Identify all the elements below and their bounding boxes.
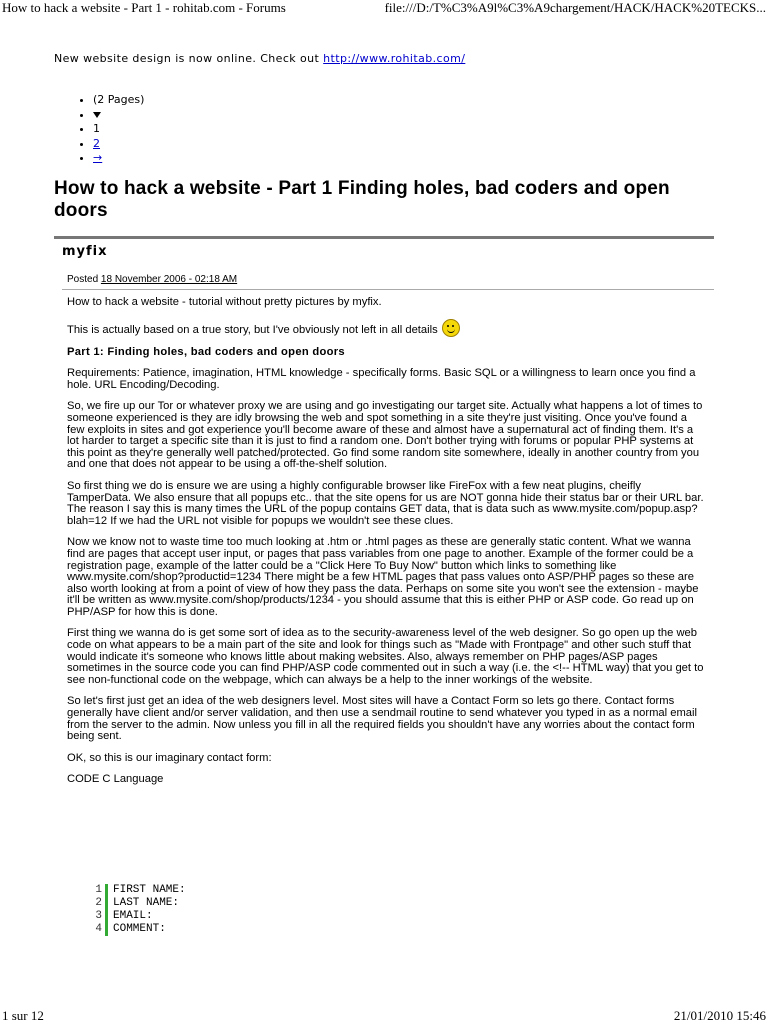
pagination bbox=[54, 93, 144, 166]
meta-divider bbox=[62, 289, 714, 290]
post-author[interactable]: myfix bbox=[62, 244, 108, 259]
print-header-title: How to hack a website - Part 1 - rohitab.com - Forums bbox=[2, 0, 286, 15]
post-subheading: Part 1: Finding holes, bad coders and open doors bbox=[67, 345, 345, 358]
post-paragraph: Requirements: Patience, imagination, HTML knowledge - specifically forms. Basic SQL or a willingness to learn once you find a hole. URL Encoding/Decoding. bbox=[67, 367, 696, 391]
post-paragraph: So first thing we do is ensure we are using a highly configurable browser like FireFox with a few neat plugins, cheifly TamperData. We also ensure that all popups etc.. that the site opens for us are NOT gonna hide their status bar or their URL bar. The reason I say this is many times the URL of the popup contains GET data, that is data such as www.mysite.com/popup.asp?blah=12 If we had the URL not visible for popups we wouldn't see these clues. bbox=[67, 479, 704, 527]
post-paragraph: Now we know not to waste time too much looking at .htm or .html pages as these are generally static content. What we wanna find are pages that accept user input, or pages that pass variables from one page to another. Example of the former could be a registration page, example of the latter could be a "Click Here To Buy Now" button which links to something like www.mysite.com/shop?productid=1234 There might be a few HTML pages that pass values onto ASP/PHP pages so these are also worth looking at from a point of view of how they pass the data. Perhaps on some site you won't see the extension - maybe it'll be written as www.mysite.com/shop/products/1234 - you should assume that this is either PHP or ASP code. Go read up on PHP/ASP for how this is done. bbox=[67, 536, 699, 618]
post-paragraph: How to hack a website - tutorial without pretty pictures by myfix. bbox=[67, 296, 382, 308]
post-paragraph: So let's first just get an idea of the web designers level. Most sites will have a Contact Form so lets go there. Contact forms generally have client and/or server validation, and then use a sendmail routine to send whatever you typed in as a normal email from the server to the admin. Now unless you fill in all the required fields you shouldn't have any worries about the contact form being sent. bbox=[67, 695, 697, 743]
print-datetime: 21/01/2010 15:46 bbox=[673, 1008, 766, 1023]
title-divider bbox=[54, 236, 714, 239]
notice-text: New website design is now online. Check out bbox=[54, 52, 320, 65]
topic-title: How to hack a website - Part 1 Finding holes, bad coders and open doors bbox=[54, 178, 670, 221]
post-paragraph: This is actually based on a true story, but I've obviously not left in all details bbox=[67, 319, 707, 337]
post-paragraph: First thing we wanna do is get some sort of idea as to the security-awareness level of the web designer. So go open up the web code on what appears to be a main part of the site and look for things such as "Made with Frontpage" and other such stuff that would indicate it's someone who knows little about making websites. Also, always remember on PHP pages/ASP pages sometimes in the source code you can find PHP/ASP code commented out in such a way (i.e. the <!-- HTML way) that you get to see non-functional code on the webpage, which can always be a help to the inner workings of the website. bbox=[67, 627, 704, 686]
code-line: 1 FIRST NAME: bbox=[95, 884, 186, 896]
print-header-path: file:///D:/T%C3%A9l%C3%A9chargement/HACK/HACK%20TECKS... bbox=[384, 0, 766, 15]
post-body bbox=[67, 297, 707, 796]
notice-link[interactable]: http://www.rohitab.com/ bbox=[323, 52, 466, 65]
posted-label: Posted bbox=[67, 274, 99, 285]
current-page: • 1 bbox=[93, 122, 144, 137]
page-link-2[interactable]: 2 bbox=[93, 136, 100, 150]
code-label: CODE C Language bbox=[67, 773, 164, 786]
code-block bbox=[92, 884, 186, 936]
site-notice bbox=[54, 52, 465, 65]
page-jump-menu[interactable] bbox=[93, 108, 144, 123]
smiley-icon bbox=[442, 319, 460, 337]
post-paragraph: OK, so this is our imaginary contact form: bbox=[67, 751, 272, 764]
code-line: 3 EMAIL: bbox=[95, 910, 153, 922]
code-line: 4 COMMENT: bbox=[95, 923, 166, 935]
print-page-count: 1 sur 12 bbox=[2, 1008, 44, 1023]
dropdown-arrow-icon[interactable] bbox=[93, 112, 101, 118]
code-line: 2 LAST NAME: bbox=[95, 897, 180, 909]
post-meta bbox=[67, 274, 237, 285]
post-paragraph: So, we fire up our Tor or whatever proxy we are using and go investigating our target site. Actually what happens a lot of times to someone experienced is they are idly browsing the web and spot something in a site they're just visiting. Once you've found a few exploits in sites and got experience you'll become aware of these and almost have a supernatural act of finding them. It's a lot harder to target a specific site than it is just to find a random one. Don't bother trying with forums or popular PHP systems at this point as they're generally well patched/protected. Go find some random site somewhere, ideally in another country from you and one that does not appear to be using a off-the-shelf solution. bbox=[67, 400, 703, 471]
post-date-link[interactable]: 18 November 2006 - 02:18 AM bbox=[100, 274, 238, 285]
page-count: • (2 Pages) bbox=[93, 93, 144, 108]
next-page-arrow[interactable]: → bbox=[93, 151, 103, 164]
